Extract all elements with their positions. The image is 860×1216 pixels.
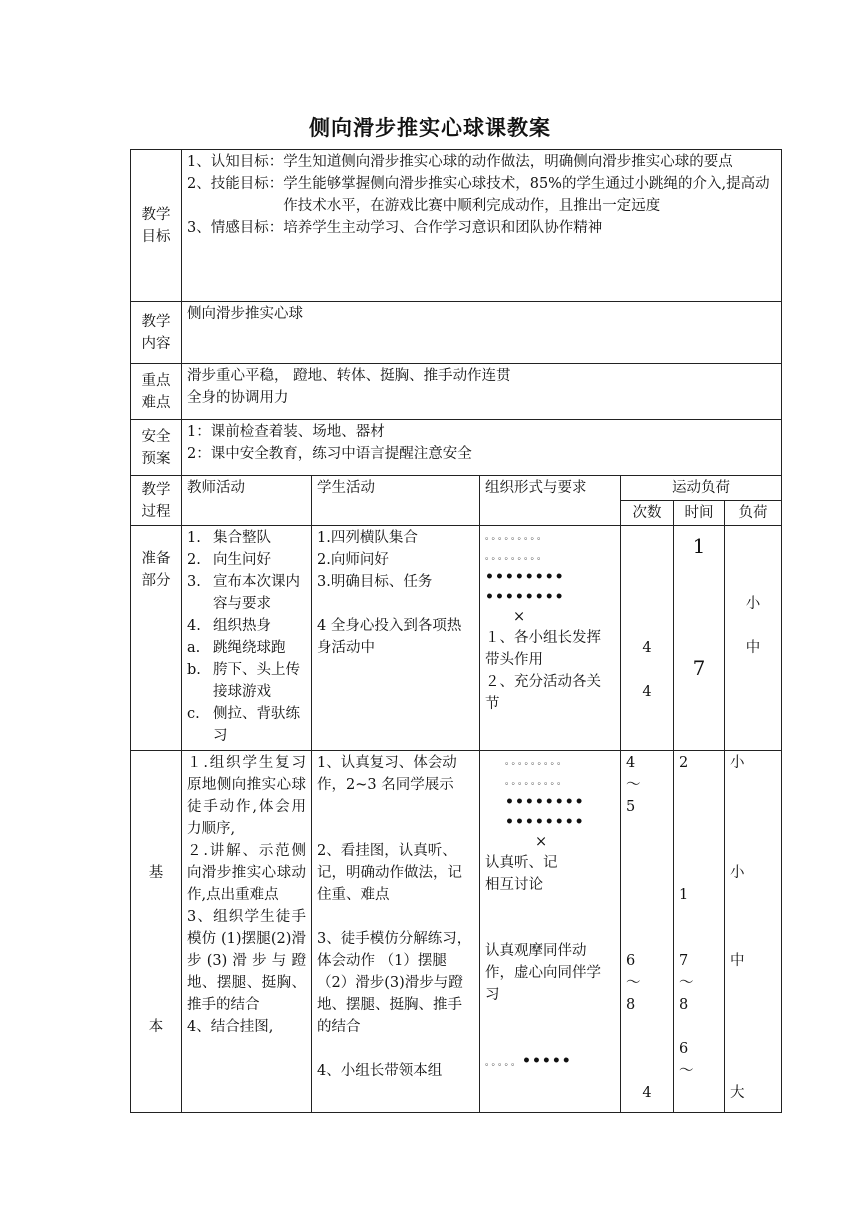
time-value: ～ [679, 975, 694, 991]
objective-text: 培养学生主动学习、合作学习意识和团队协作精神 [283, 220, 603, 236]
main-label-cell [131, 751, 182, 1113]
teacher-activity-header: 教师活动 [182, 476, 312, 526]
safety-label: 安全预案 [131, 420, 182, 476]
process-label: 教学过程 [131, 476, 182, 526]
time-value: 6 [679, 1041, 689, 1057]
main-row [131, 751, 782, 1113]
time-header: 时间 [674, 501, 725, 526]
org-note: 认真观摩同伴动作，虚心向同伴学习 [485, 943, 601, 1003]
teacher-step: 3、组织学生徒手模仿 (1)摆腿(2)滑步(3)滑步与蹬地、摆腿、挺胸、推手的结合 [187, 909, 306, 1013]
objectives-cell [182, 150, 782, 302]
safety-line: 2：课中安全教育，练习中语言提醒注意安全 [187, 446, 472, 462]
count-value: 6 [626, 953, 636, 969]
intensity-value: 小 [730, 755, 745, 771]
student-step: 2、看挂图，认真听、记，明确动作做法，记住重、难点 [317, 843, 462, 903]
main-student-cell [312, 751, 480, 1113]
student-step: 1.四列横队集合 [317, 530, 418, 546]
count-value: ～ [626, 975, 641, 991]
time-value: 1 [679, 887, 689, 903]
exercise-load-header: 运动负荷 [621, 476, 782, 501]
student-step: 4、小组长带领本组 [317, 1063, 443, 1079]
list-item: 2. 向生问好 [187, 552, 271, 568]
list-item: 3. 宣布本次课内容与要求 [187, 574, 300, 612]
content-text: 侧向滑步推实心球 [182, 302, 782, 364]
time-value: 2 [679, 755, 689, 771]
prep-student-cell [312, 526, 480, 751]
objective-text: 学生知道侧向滑步推实心球的动作做法，明确侧向滑步推实心球的要点 [283, 154, 733, 170]
key-point-line: 滑步重心平稳， 蹬地、转体、挺胸、推手动作连贯 [187, 368, 511, 384]
student-step: 3、徒手模仿分解练习，体会动作 （1）摆腿（2）滑步(3)滑步与蹬地、摆腿、挺胸、推手的结合 [317, 931, 472, 1035]
count-value: 4 [642, 640, 652, 656]
main-count-cell [621, 751, 674, 1113]
main-intensity-cell [725, 751, 782, 1113]
main-organization-cell [480, 751, 621, 1113]
objective-key: 2、技能目标： [187, 176, 284, 192]
org-note: １、各小组长发挥带头作用 [485, 630, 601, 668]
list-item: c. 侧拉、背驮练习 [187, 706, 300, 744]
list-item: a. 跳绳绕球跑 [187, 640, 286, 656]
formation-row-big-dots: •••••••• [485, 589, 565, 605]
key-points-cell [182, 364, 782, 420]
content-row [131, 302, 782, 364]
organization-header: 组织形式与要求 [480, 476, 621, 526]
count-value: 4 [642, 1085, 652, 1101]
prep-organization-cell [480, 526, 621, 751]
safety-cell [182, 420, 782, 476]
main-time-cell [674, 751, 725, 1113]
prep-time-cell [674, 526, 725, 751]
student-step: 2.向师问好 [317, 552, 389, 568]
prep-row [131, 526, 782, 751]
key-point-line: 全身的协调用力 [187, 390, 289, 406]
time-value: 1 [692, 534, 706, 558]
formation-row-small-dots: 。。。。。。。。。 [505, 757, 569, 767]
intensity-header: 负荷 [725, 501, 782, 526]
prep-teacher-cell [182, 526, 312, 751]
list-item: 1. 集合整队 [187, 530, 271, 546]
objective-key: 1、认知目标： [187, 154, 284, 170]
count-value: 5 [626, 799, 636, 815]
formation-row-big-dots: •••••••• [505, 794, 585, 810]
intensity-value: 大 [730, 1085, 745, 1101]
key-points-label: 重点难点 [131, 364, 182, 420]
objective-text: 学生能够掌握侧向滑步推实心球技术，85%的学生通过小跳绳的介入,提高动作技术水平，在游戏比赛中顺利完成动作，且推出一定远度 [283, 176, 770, 214]
content-label: 教学内容 [131, 302, 182, 364]
teacher-step: 4、结合挂图, [187, 1019, 274, 1035]
count-value: ～ [626, 777, 641, 793]
formation-row-small-dots: 。。。。。。。。。 [505, 777, 569, 787]
count-value: 8 [626, 997, 636, 1013]
teacher-step: ２.讲解、示范侧向滑步推实心球动作,点出重难点 [187, 843, 306, 903]
time-value: ～ [679, 1063, 694, 1079]
list-item: b. 胯下、头上传接球游戏 [187, 662, 300, 700]
prep-label: 准备部分 [131, 526, 182, 751]
time-value: 7 [692, 656, 706, 680]
objectives-label: 教学目标 [131, 150, 182, 302]
teacher-position-mark: × [535, 834, 548, 850]
count-header: 次数 [621, 501, 674, 526]
list-item: 4. 组织热身 [187, 618, 271, 634]
intensity-value: 小 [730, 865, 745, 881]
safety-row [131, 420, 782, 476]
count-value: 4 [626, 755, 636, 771]
formation-row-small-dots: 。。。。。。。。。 [485, 552, 549, 562]
formation-mixed-dots: 。。。。。••••• [485, 1053, 572, 1069]
main-label-char: 本 [148, 1019, 164, 1035]
document-title: 侧向滑步推实心球课教案 [309, 115, 551, 140]
org-note: 认真听、记 [485, 855, 558, 871]
intensity-value: 小 [745, 596, 761, 612]
objective-key: 3、情感目标： [187, 220, 284, 236]
org-note: 相互讨论 [485, 877, 543, 893]
prep-intensity-cell [725, 526, 782, 751]
safety-line: 1：课前检查着装、场地、器材 [187, 424, 385, 440]
objective-skill [187, 173, 776, 217]
lesson-plan-table [130, 149, 782, 1113]
intensity-value: 中 [730, 953, 745, 969]
student-step: 3.明确目标、任务 [317, 574, 433, 590]
teacher-step: １.组织学生复习原地侧向推实心球徒手动作,体会用力顺序, [187, 755, 306, 837]
org-note: ２、充分活动各关节 [485, 674, 601, 712]
prep-teacher-list [187, 527, 306, 747]
student-activity-header: 学生活动 [312, 476, 480, 526]
key-points-row [131, 364, 782, 420]
time-value: 8 [679, 997, 689, 1013]
process-header-row [131, 476, 782, 501]
main-label-char: 基 [148, 865, 164, 881]
time-value: 7 [679, 953, 689, 969]
objective-affective [187, 217, 776, 239]
student-step: 1、认真复习、体会动作，2~3 名同学展示 [317, 755, 457, 793]
formation-row-big-dots: •••••••• [485, 569, 565, 585]
teacher-position-mark: × [513, 609, 526, 625]
prep-count-cell [621, 526, 674, 751]
formation-row-small-dots: 。。。。。。。。。 [485, 532, 549, 542]
count-value: 4 [642, 684, 652, 700]
objectives-row [131, 150, 782, 302]
objective-cognitive [187, 151, 776, 173]
main-teacher-cell [182, 751, 312, 1113]
intensity-value: 中 [745, 640, 761, 656]
student-step: 4 全身心投入到各项热身活动中 [317, 618, 462, 656]
formation-row-big-dots: •••••••• [505, 814, 585, 830]
